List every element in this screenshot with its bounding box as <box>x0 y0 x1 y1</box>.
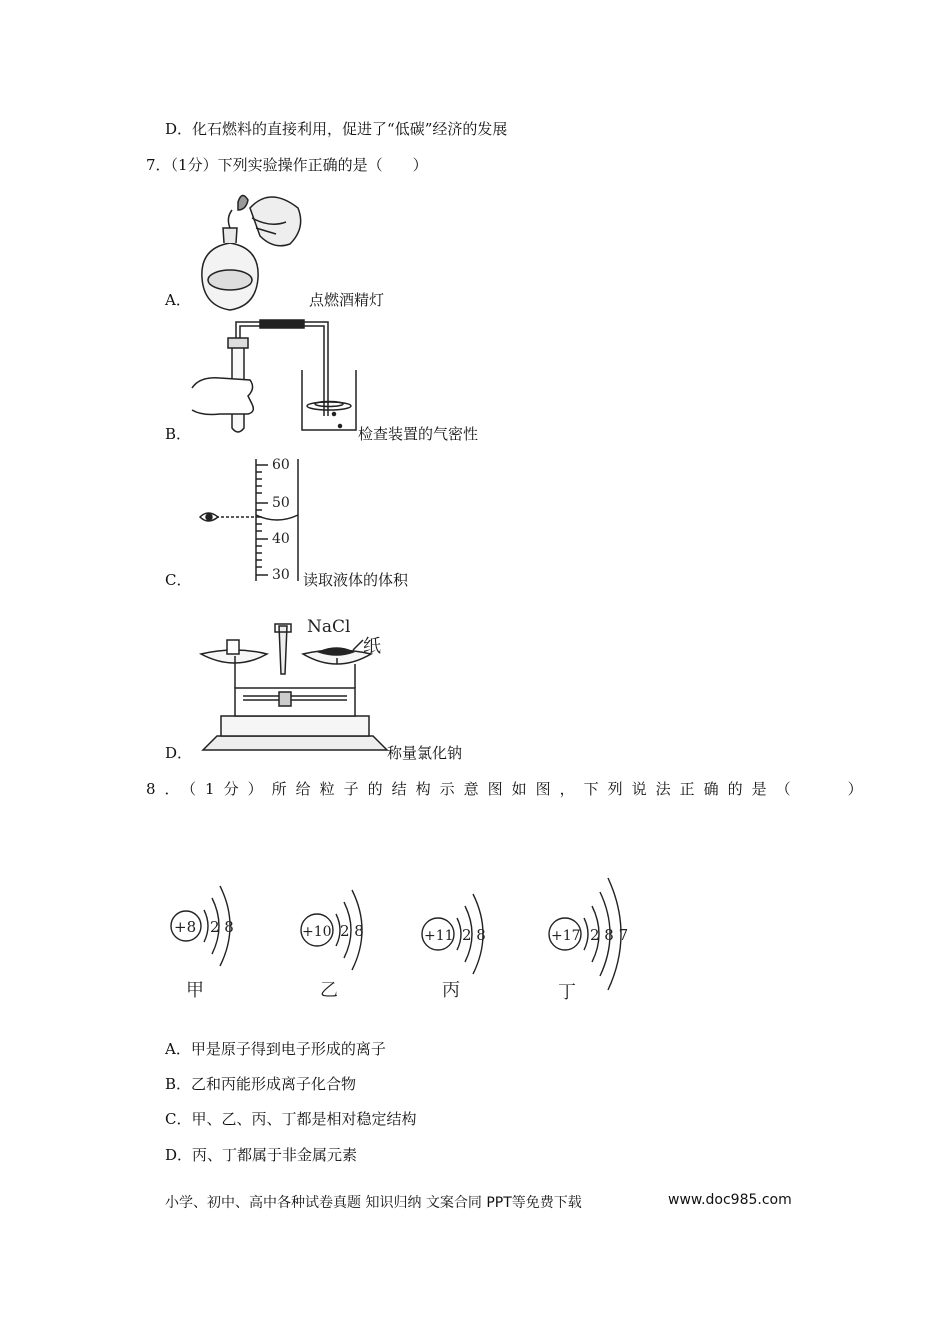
q7-option-b-letter: B． <box>165 425 192 443</box>
shells-jia: 2 8 <box>210 918 234 936</box>
cylinder-tick-40: 40 <box>272 531 290 547</box>
label-bing: 丙 <box>442 980 460 1001</box>
q7-option-d-letter: D． <box>165 744 193 762</box>
q8-option-b: B．乙和丙能形成离子化合物 <box>165 1075 357 1093</box>
nucleus-jia: +8 <box>174 918 197 936</box>
q7-option-c-letter: C． <box>165 571 192 589</box>
nucleus-yi: +10 <box>302 924 332 940</box>
q7-stem: 7．（1分）下列实验操作正确的是（ ） <box>146 156 428 174</box>
q8-option-d: D．丙、丁都属于非金属元素 <box>165 1146 358 1164</box>
prev-option-d: D．化石燃料的直接利用，促进了“低碳”经济的发展 <box>165 120 508 138</box>
cylinder-tick-50: 50 <box>272 495 290 511</box>
balance-scale-figure <box>195 612 395 757</box>
label-jia: 甲 <box>186 980 204 1001</box>
nucleus-bing: +11 <box>424 928 454 944</box>
shells-ding: 2 8 7 <box>590 926 629 944</box>
nucleus-ding: +17 <box>551 928 581 944</box>
label-yi: 乙 <box>320 980 338 1001</box>
q8-option-a: A．甲是原子得到电子形成的离子 <box>165 1040 386 1058</box>
airtightness-check-figure <box>190 318 360 438</box>
paper-label: 纸 <box>363 636 381 657</box>
particle-yi <box>301 890 364 1001</box>
particle-jia <box>171 886 234 1001</box>
shells-bing: 2 8 <box>462 926 486 944</box>
q7-option-d-caption: 称量氯化钠 <box>387 744 463 762</box>
label-ding: 丁 <box>558 982 576 1003</box>
q7-option-a-letter: A． <box>165 291 191 309</box>
cylinder-tick-30: 30 <box>272 567 290 583</box>
q7-option-a-caption: 点燃酒精灯 <box>309 291 385 309</box>
cylinder-tick-60: 60 <box>272 457 290 473</box>
q8-stem: 8．（1分）所给粒子的结构示意图如图，下列说法正确的是（ ） <box>146 780 872 798</box>
particle-ding <box>549 878 628 1003</box>
q7-option-c-caption: 读取液体的体积 <box>303 571 409 589</box>
particle-bing <box>422 894 486 1001</box>
shells-yi: 2 8 <box>340 922 364 940</box>
footer-site-link[interactable]: www.doc985.com <box>668 1192 792 1208</box>
q7-option-b-caption: 检查装置的气密性 <box>358 425 479 443</box>
nacl-label: NaCl <box>307 617 351 637</box>
graduated-cylinder-figure <box>190 455 310 585</box>
particle-structure-diagrams <box>160 870 650 1010</box>
footer-text: 小学、初中、高中各种试卷真题 知识归纳 文案合同 PPT等免费下载 <box>165 1195 582 1211</box>
lighting-alcohol-lamp-figure <box>190 188 310 330</box>
q8-option-c: C．甲、乙、丙、丁都是相对稳定结构 <box>165 1110 417 1128</box>
